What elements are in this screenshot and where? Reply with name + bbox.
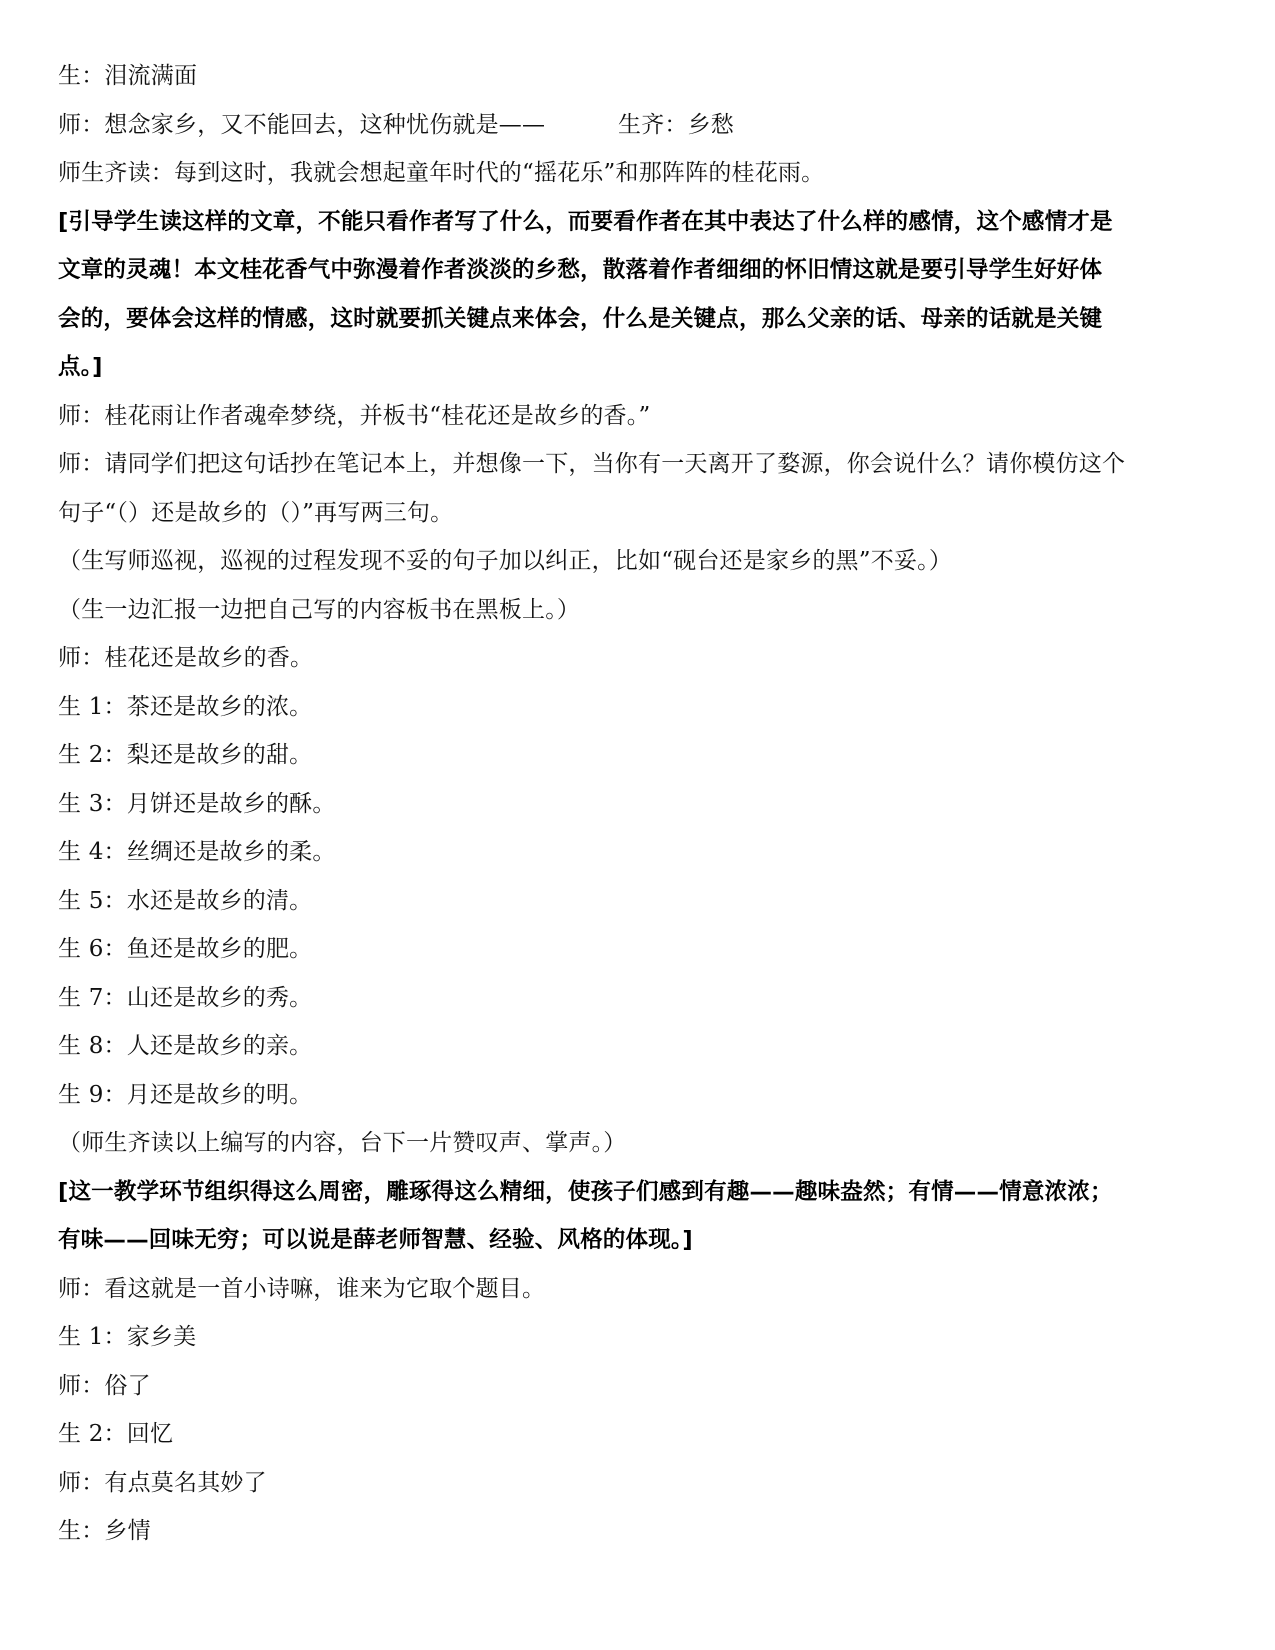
student-sentence: 生 4：丝绸还是故乡的柔。 [58, 839, 336, 865]
commentary-line: 会的，要体会这样的情感，这时就要抓关键点来体会，什么是关键点，那么父亲的话、母亲的话就是关键 [58, 305, 1103, 332]
stage-direction: （生一边汇报一边把自己写的内容板书在黑板上。） [58, 596, 581, 623]
student-sentence: 生 7：山还是故乡的秀。 [58, 984, 313, 1011]
dialogue-line: 生：泪流满面 [58, 63, 198, 89]
class-response: 生齐：乡愁 [618, 111, 734, 138]
student-sentence: 生 2：梨还是故乡的甜。 [58, 742, 313, 768]
student-sentence: 生 8：人还是故乡的亲。 [58, 1033, 313, 1059]
dialogue-line: 师：俗了 [58, 1372, 151, 1399]
commentary-line: [引导学生读这样的文章，不能只看作者写了什么，而要看作者在其中表达了什么样的感情，这个感情才是 [58, 208, 1113, 235]
dialogue-line: 师：有点莫名其妙了 [58, 1469, 267, 1496]
stage-direction: （生写师巡视，巡视的过程发现不妥的句子加以纠正，比如“砚台还是家乡的黑”不妥。） [58, 548, 953, 574]
commentary-line: [这一教学环节组织得这么周密，雕琢得这么精细，使孩子们感到有趣——趣味盎然；有情——情意浓浓； [58, 1178, 1113, 1205]
commentary-line: 文章的灵魂！本文桂花香气中弥漫着作者淡淡的乡愁，散落着作者细细的怀旧情这就是要引导学生好好体 [58, 257, 1103, 283]
dialogue-line: 句子“（）还是故乡的（）”再写两三句。 [58, 499, 454, 526]
student-sentence: 生 3：月饼还是故乡的酥。 [58, 790, 336, 817]
dialogue-line: 生 1：家乡美 [58, 1324, 197, 1350]
commentary-line: 点。] [58, 354, 103, 380]
teacher-prompt: 师：想念家乡，又不能回去，这种忧伤就是—— [58, 111, 546, 138]
stage-direction: （师生齐读以上编写的内容，台下一片赞叹声、掌声。） [58, 1130, 627, 1156]
dialogue-line: 师生齐读：每到这时，我就会想起童年时代的“摇花乐”和那阵阵的桂花雨。 [58, 160, 825, 186]
student-sentence: 生 5：水还是故乡的清。 [58, 887, 313, 914]
student-sentence: 生 6：鱼还是故乡的肥。 [58, 936, 313, 962]
dialogue-line: 师：桂花雨让作者魂牵梦绕，并板书“桂花还是故乡的香。” [58, 402, 651, 429]
dialogue-line: 师：桂花还是故乡的香。 [58, 645, 314, 671]
dialogue-line: 师：看这就是一首小诗嘛，谁来为它取个题目。 [58, 1275, 546, 1302]
dialogue-line [58, 101, 1218, 150]
dialogue-line: 师：请同学们把这句话抄在笔记本上，并想像一下，当你有一天离开了婺源，你会说什么？请你模仿这个 [58, 451, 1126, 477]
dialogue-line: 生 2：回忆 [58, 1421, 174, 1447]
dialogue-line: 生：乡情 [58, 1518, 151, 1544]
commentary-line: 有味——回味无穷；可以说是薛老师智慧、经验、风格的体现。] [58, 1227, 693, 1253]
document-page [58, 52, 1218, 1556]
student-sentence: 生 9：月还是故乡的明。 [58, 1081, 313, 1108]
student-sentence: 生 1：茶还是故乡的浓。 [58, 693, 313, 720]
